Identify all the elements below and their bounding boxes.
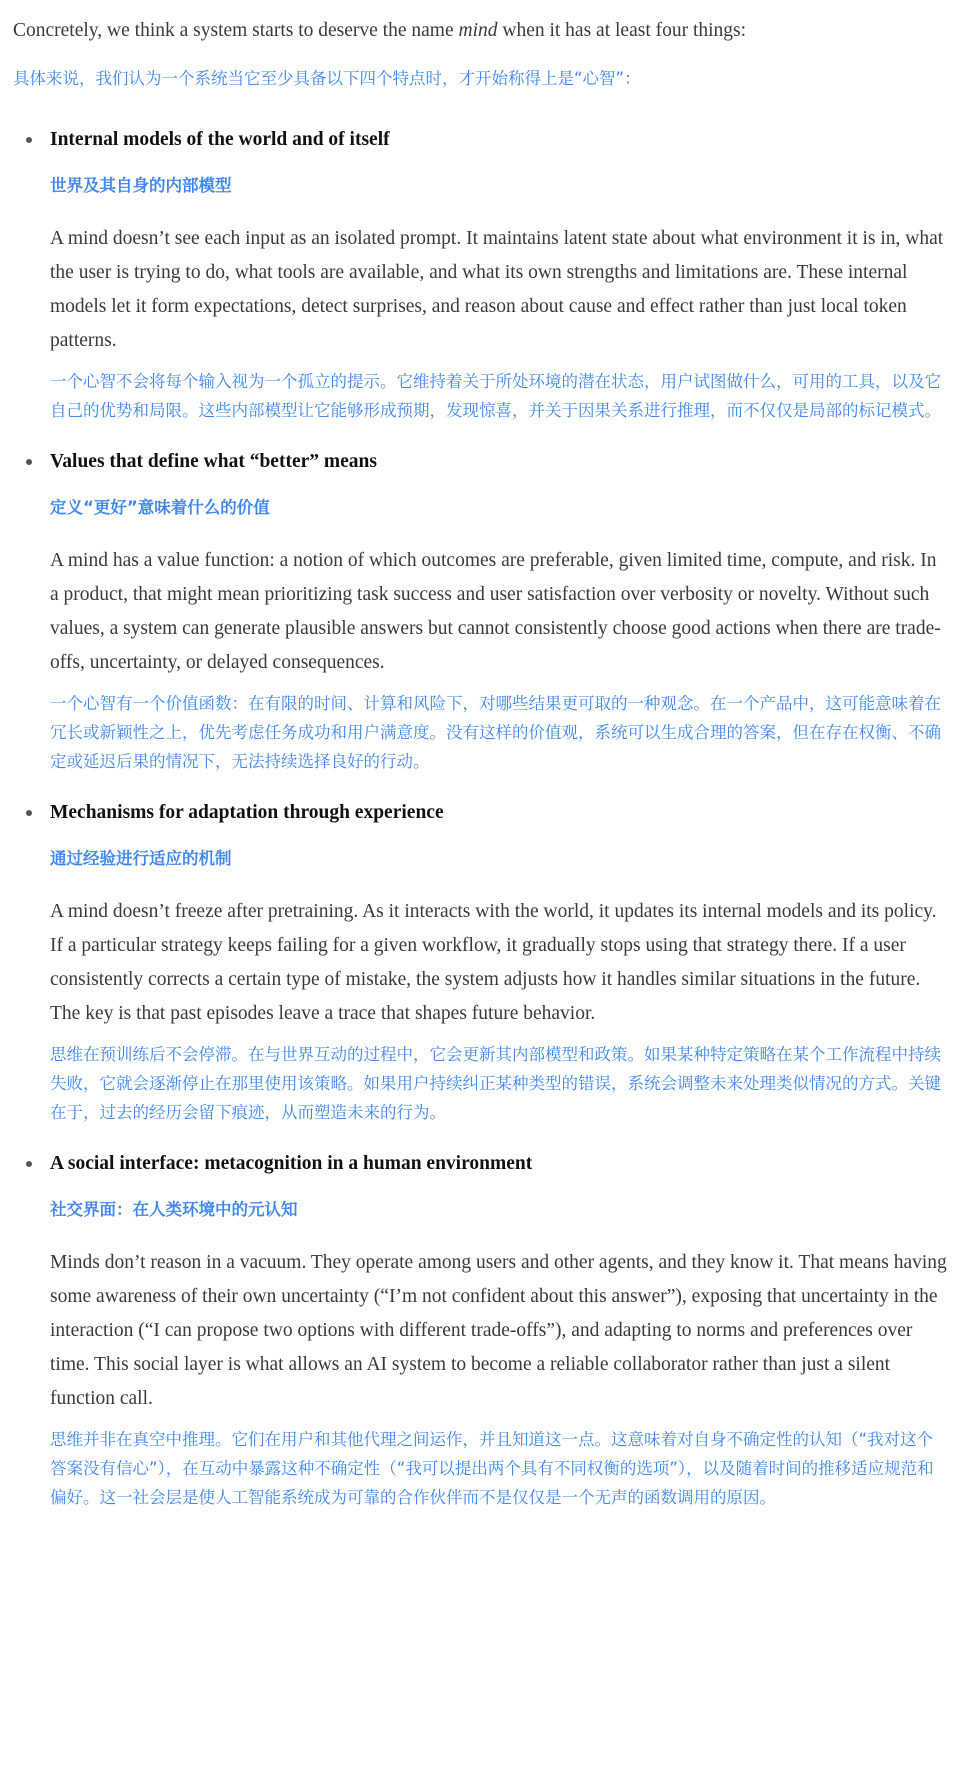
item-body-translation: 一个心智不会将每个输入视为一个孤立的提示。它维持着关于所处环境的潜在状态，用户试图做什么，可用的工具，以及它自己的优势和局限。这些内部模型让它能够形成预期，发现惊喜，并关于因果关系进行推理，而不仅仅是局部的标记模式。: [50, 372, 941, 420]
list-item: [13, 1147, 947, 1512]
item-title: Values that define what “better” means: [50, 451, 377, 472]
intro-translation: 具体来说，我们认为一个系统当它至少具备以下四个特点时，才开始称得上是“心智”：: [13, 69, 641, 88]
item-body: A mind doesn’t freeze after pretraining. As it interacts with the world, it updates its internal models and its policy. If a particular strategy keeps failing for a given workflow, it gradually stops using that strategy there. If a user consistently corrects a certain type of mistake, the system adjusts how it handles similar situations in the future. The key is that past episodes leave a trace that shapes future behavior.: [50, 901, 937, 1024]
item-title: Mechanisms for adaptation through experience: [50, 802, 444, 823]
item-body-translation: 一个心智有一个价值函数：在有限的时间、计算和风险下，对哪些结果更可取的一种观念。在一个产品中，这可能意味着在冗长或新颖性之上，优先考虑任务成功和用户满意度。没有这样的价值观，系统可以生成合理的答案，但在存在权衡、不确定或延迟后果的情况下，无法持续选择良好的行动。: [50, 694, 941, 771]
feature-list: [13, 123, 947, 1512]
item-body: A mind has a value function: a notion of which outcomes are preferable, given limited time, compute, and risk. In a product, that might mean prioritizing task success and user satisfaction over verbosity or novelty. Without such values, a system can generate plausible answers but cannot consistently choose good actions when there are trade-offs, uncertainty, or delayed consequences.: [50, 550, 941, 673]
list-item: [13, 796, 947, 1127]
bullet-icon: [26, 810, 32, 816]
item-title: Internal models of the world and of itself: [50, 129, 390, 150]
intro-emphasis: mind: [458, 20, 498, 41]
item-title: A social interface: metacognition in a human environment: [50, 1153, 533, 1174]
item-body-translation: 思维在预训练后不会停滞。在与世界互动的过程中，它会更新其内部模型和政策。如果某种特定策略在某个工作流程中持续失败，它就会逐渐停止在那里使用该策略。如果用户持续纠正某种类型的错误，系统会调整未来处理类似情况的方式。关键在于，过去的经历会留下痕迹，从而塑造未来的行为。: [50, 1045, 941, 1122]
item-body-translation: 思维并非在真空中推理。它们在用户和其他代理之间运作，并且知道这一点。这意味着对自身不确定性的认知（“我对这个答案没有信心”），在互动中暴露这种不确定性（“我可以提出两个具有不同权衡的选项”），以及随着时间的推移适应规范和偏好。这一社会层是使人工智能系统成为可靠的合作伙伴而不是仅仅是一个无声的函数调用的原因。: [50, 1430, 934, 1507]
bullet-icon: [26, 137, 32, 143]
list-item: [13, 123, 947, 425]
item-title-translation: 定义“更好”意味着什么的价值: [50, 498, 270, 517]
intro-text-end: when it has at least four things:: [497, 20, 747, 41]
item-body: A mind doesn’t see each input as an isolated prompt. It maintains latent state about what environment it is in, what the user is trying to do, what tools are available, and what its own strengths and limitations are. These internal models let it form expectations, detect surprises, and reason about cause and effect rather than just local token patterns.: [50, 228, 944, 351]
intro-paragraph: [13, 14, 947, 48]
item-title-translation: 世界及其自身的内部模型: [50, 176, 232, 195]
item-title-translation: 社交界面：在人类环境中的元认知: [50, 1200, 298, 1219]
bullet-icon: [26, 1161, 32, 1167]
bullet-icon: [26, 459, 32, 465]
intro-text: Concretely, we think a system starts to deserve the name: [13, 20, 459, 41]
item-title-translation: 通过经验进行适应的机制: [50, 849, 232, 868]
item-body: Minds don’t reason in a vacuum. They operate among users and other agents, and they know it. That means having some awareness of their own uncertainty (“I’m not confident about this answer”), exposing that uncertainty in the interaction (“I can propose two options with different trade-offs”), and adapting to norms and preferences over time. This social layer is what allows an AI system to become a reliable collaborator rather than just a silent function call.: [50, 1252, 947, 1409]
list-item: [13, 445, 947, 776]
